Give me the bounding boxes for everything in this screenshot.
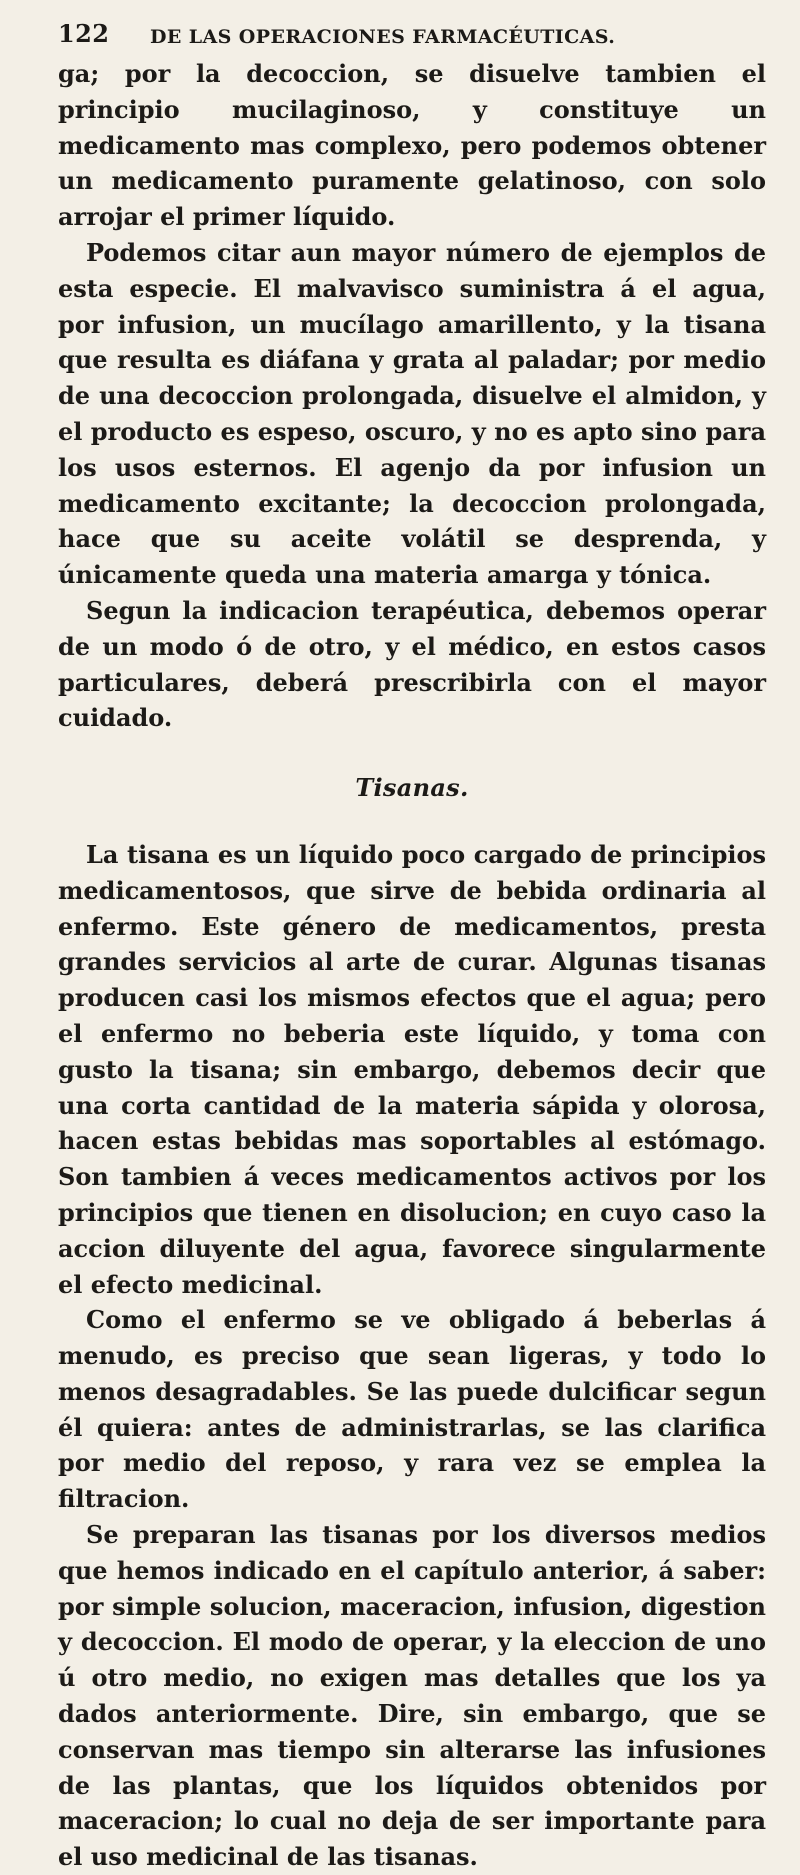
paragraph-examples: Podemos citar aun mayor número de ejemplos de esta especie. El malvavisco suministra á el agua, por infusion, un mucílago amarillento, y la tisana que resulta es diáfana y grata al paladar; por medio de una decoccion prolongada, disuelve el almidon, y el producto es espeso, oscuro, y no es apto sino para los usos esternos. El agenjo da por infusion un medicamento excitante; la decoccion prolongada, hace que su aceite volátil se desprenda, y únicamente queda una materia amarga y tónica. [58,237,766,590]
paragraph-indication: Segun la indicacion terapéutica, debemos operar de un modo ó de otro, y el médico, en estos casos particulares, deberá prescribirla con el mayor cuidado. [58,595,766,733]
body-text [58,56,766,1875]
paragraph-tisana-preparation: Se preparan las tisanas por los diversos medios que hemos indicado en el capítulo anterior, á saber: por simple solucion, maceracion, infusion, digestion y decoccion. El modo de operar, y la eleccion de uno ú otro medio, no exigen mas detalles que los ya dados anteriormente. Dire, sin embargo, que se conservan mas tiempo sin alterarse las infusiones de las plantas, que los líquidos obtenidos por maceracion; lo cual no deja de ser importante para el uso medicinal de las tisanas. [58,1520,766,1872]
page-number: 122 [58,19,110,48]
section-title-tisanas: Tisanas. [355,773,469,803]
running-header [58,0,766,48]
paragraph-tisana-definition: La tisana es un líquido poco cargado de principios medicamentosos, que sirve de bebida ordinaria al enfermo. Este género de medicamentos, presta grandes servicios al arte de curar. Algunas tisanas producen casi los mismos efectos que el agua; pero el enfermo no beberia este líquido, y toma con gusto la tisana; sin embargo, debemos decir que una corta cantidad de la materia sápida y olorosa, hacen estas bebidas mas soportables al estómago. Son tambien á veces medicamentos activos por los principios que tienen en disolucion; en cuyo caso la accion diluyente del agua, favorece singularmente el efecto medicinal. [58,839,766,1299]
paragraph-tisana-usage: Como el enfermo se ve obligado á beberlas á menudo, es preciso que sean ligeras, y todo lo menos desagradables. Se las puede dulcificar segun él quiera: antes de administrarlas, se las clarifica por medio del reposo, y rara vez se emplea la filtracion. [58,1305,766,1514]
paragraph-continuation: ga; por la decoccion, se disuelve tambien el principio mucilaginoso, y constituye un medicamento mas complexo, pero podemos obtener un medicamento puramente gelatinoso, con solo arrojar el primer líquido. [58,59,766,232]
running-title: DE LAS OPERACIONES FARMACÉUTICAS. [150,26,616,48]
